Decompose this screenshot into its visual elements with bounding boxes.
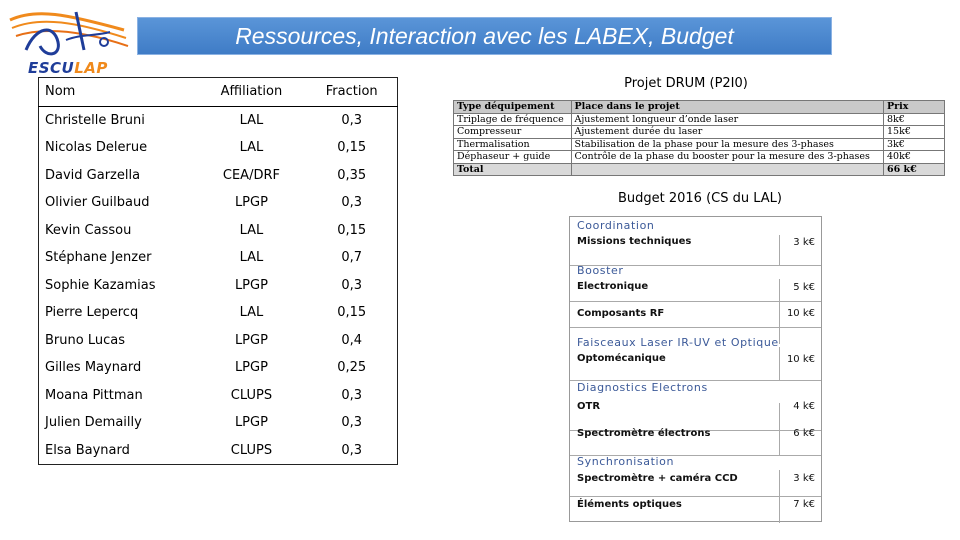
budget-item-label: Spectromètre électrons [577,428,711,439]
member-name: David Garzella [45,167,141,183]
member-fraction: 0,3 [341,442,363,458]
table-row [39,134,398,162]
divider [779,235,780,265]
section-laser-optics: Faisceaux Laser IR-UV et Optique [577,336,779,349]
budget-item-price: 10 k€ [786,354,815,365]
header-project-place: Place dans le projet [571,101,884,114]
member-affiliation: LPGP [234,360,268,376]
total-price: 66 k€ [884,163,945,176]
divider [779,347,780,380]
member-fraction: 0,3 [341,277,363,293]
budget-item-label: Optomécanique [577,353,666,364]
table-row [39,244,398,272]
equipment-price: 40k€ [884,151,945,164]
budget-panel [569,216,822,522]
budget-item-label: OTR [577,401,601,412]
member-name: Christelle Bruni [45,112,145,128]
equipment-price: 8k€ [884,113,945,126]
member-fraction: 0,3 [341,195,363,211]
member-affiliation: CLUPS [230,387,273,403]
member-fraction: 0,3 [341,387,363,403]
member-affiliation: LPGP [234,415,268,431]
equipment-price: 3k€ [884,138,945,151]
table-row [454,151,945,164]
table-row [39,299,398,327]
table-row [39,272,398,300]
members-table [38,77,398,465]
drum-total-row [454,163,945,176]
member-name: Sophie Kazamias [45,277,156,293]
section-coordination: Coordination [577,219,655,232]
table-row [39,217,398,245]
budget-item-price: 3 k€ [793,237,815,248]
header-price: Prix [884,101,945,114]
member-fraction: 0,35 [337,167,367,183]
member-affiliation: LAL [239,140,264,156]
table-row [39,382,398,410]
header-name: Nom [39,78,197,107]
divider [779,403,780,455]
member-name: Bruno Lucas [45,332,125,348]
table-row [39,162,398,190]
budget-item-label: Spectromètre + caméra CCD [577,473,738,484]
divider [570,301,821,302]
member-affiliation: LAL [239,305,264,321]
member-fraction: 0,3 [341,112,363,128]
member-name: Olivier Guilbaud [45,195,150,211]
member-affiliation: LPGP [234,195,268,211]
member-affiliation: LAL [239,250,264,266]
member-fraction: 0,4 [341,332,363,348]
budget-title: Budget 2016 (CS du LAL) [617,191,782,206]
budget-item-label: Missions techniques [577,236,692,247]
member-affiliation: LAL [239,222,264,238]
divider [570,327,821,328]
member-affiliation: CEA/DRF [222,167,280,183]
section-booster: Booster [577,264,624,277]
total-empty [571,163,884,176]
member-fraction: 0,15 [337,222,367,238]
table-row [454,113,945,126]
member-name: Pierre Lepercq [45,305,139,321]
members-header-row [39,78,398,107]
equipment-type: Déphaseur + guide [454,151,572,164]
table-row [454,138,945,151]
table-row [39,106,398,134]
member-name: Stéphane Jenzer [45,250,152,266]
member-name: Julien Demailly [45,415,142,431]
section-synchronisation: Synchronisation [577,455,675,468]
member-name: Elsa Baynard [45,442,130,458]
divider [779,279,780,344]
logo-text: ESCULAP [28,59,108,77]
member-name: Kevin Cassou [45,222,132,238]
member-affiliation: LAL [239,112,264,128]
budget-item-price: 5 k€ [793,282,815,293]
budget-item-price: 4 k€ [793,401,815,412]
member-name: Nicolas Delerue [45,140,148,156]
table-row [39,409,398,437]
member-fraction: 0,15 [337,140,367,156]
equipment-type: Compresseur [454,126,572,139]
drum-header-row [454,101,945,114]
equipment-type: Thermalisation [454,138,572,151]
budget-item-price: 10 k€ [786,308,815,319]
budget-item-price: 3 k€ [793,473,815,484]
member-name: Gilles Maynard [45,360,142,376]
table-row [39,327,398,355]
header-fraction: Fraction [306,78,397,107]
esculap-logo [6,6,134,76]
table-row [39,354,398,382]
member-affiliation: LPGP [234,332,268,348]
project-place: Contrôle de la phase du booster pour la mesure des 3-phases [571,151,884,164]
drum-title: Projet DRUM (P2I0) [624,76,748,91]
member-fraction: 0,15 [337,305,367,321]
table-row [39,437,398,465]
table-row [454,126,945,139]
project-place: Ajustement durée du laser [571,126,884,139]
table-row [39,189,398,217]
member-fraction: 0,25 [337,360,367,376]
member-fraction: 0,3 [341,415,363,431]
title-banner [137,17,832,55]
total-label: Total [454,163,572,176]
equipment-price: 15k€ [884,126,945,139]
budget-item-label: Composants RF [577,308,665,319]
divider [570,496,821,497]
member-fraction: 0,7 [341,250,363,266]
equipment-type: Triplage de fréquence [454,113,572,126]
budget-item-price: 6 k€ [793,428,815,439]
budget-item-label: Éléments optiques [577,499,682,510]
section-diagnostics: Diagnostics Electrons [577,381,708,394]
header-equipment-type: Type déquipement [454,101,572,114]
project-place: Ajustement longueur d’onde laser [571,113,884,126]
drum-table [453,100,945,176]
budget-item-price: 7 k€ [793,499,815,510]
member-affiliation: LPGP [234,277,268,293]
header-affiliation: Affiliation [196,78,306,107]
project-place: Stabilisation de la phase pour la mesure des 3-phases [571,138,884,151]
logo-graphic [6,6,134,66]
page-title: Ressources, Interaction avec les LABEX, Budget [235,22,734,49]
member-name: Moana Pittman [45,387,143,403]
budget-item-label: Electronique [577,281,649,292]
member-affiliation: CLUPS [230,442,273,458]
